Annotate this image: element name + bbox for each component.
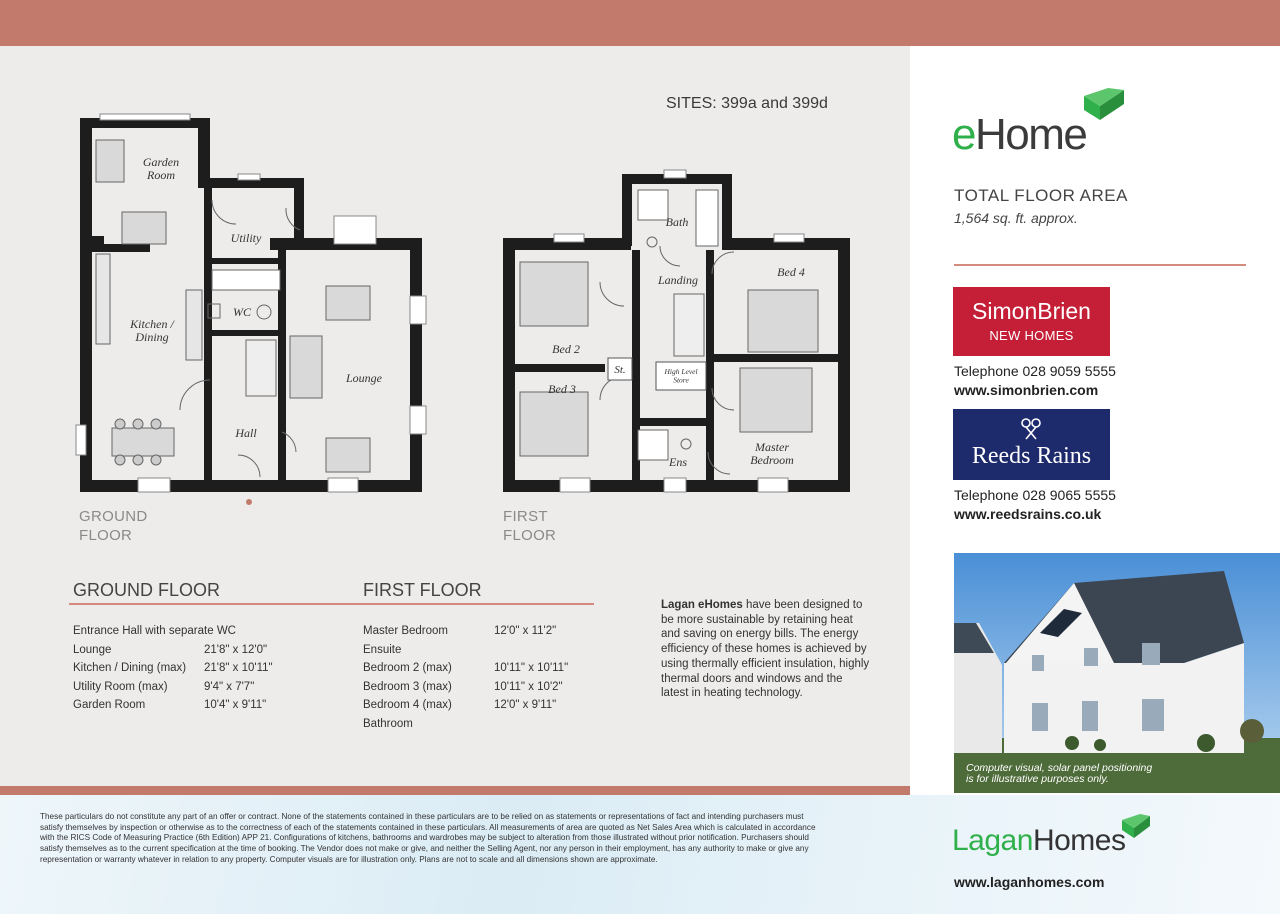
first-floor-row-dim: 10'11" x 10'11": [494, 662, 569, 674]
first-floor-row-name: Bathroom: [363, 717, 413, 730]
ground-floor-label-line2: FLOOR: [79, 527, 133, 544]
room-label-st: St.: [614, 364, 626, 376]
ground-floor-row-name: Garden Room: [73, 699, 146, 711]
room-label-bed2: Bed 2: [552, 342, 580, 356]
lagan-roof-icon: [1122, 814, 1152, 838]
floor-plans-drawing: [0, 0, 910, 520]
ehome-logo: [952, 110, 1086, 160]
legal-disclaimer: These particulars do not constitute any part of an offer or contract. None of the statements contained in these particulars are to be relied on as statements or representations of fact and intending purchasers must satisfy themselves by inspection or otherwise as to the correctness of each of the statements contained in these particulars. All measurements of area are quoted as Net Sales Area which is calculated in accordance with the RICS Code of Measuring Practice (6th Edition) APP 21. Configurations of kitchens, bathrooms and wardrobes may be subject to alteration from those illustrated without prior notification. Purchasers should satisfy themselves as to the current specification at the time of booking. The Vendor does not make or give, and neither the Selling Agent, nor any person in their employment, has any authority to make or give any representation or warranty whatever in relation to any property. Computer visuals are for illustration only. Plans are not to scale and all dimensions shown are approximate.: [40, 812, 816, 864]
ground-floor-row-name: Lounge: [73, 643, 112, 656]
total-floor-area-value: 1,564 sq. ft. approx.: [954, 210, 1078, 226]
caption-line1: Computer visual, solar panel positioning: [966, 762, 1153, 774]
first-floor-row-dim: 12'0" x 9'11": [494, 699, 557, 711]
ground-floor-label: [79, 507, 147, 545]
ground-floor-row-name: Kitchen / Dining (max): [73, 662, 187, 674]
ground-floor-row-dim: 21'8" x 10'11": [204, 662, 273, 674]
blurb-brand: Lagan eHomes: [661, 599, 743, 611]
sites-label: SITES: 399a and 399d: [666, 95, 828, 112]
simon-brien-logo: [953, 287, 1110, 356]
first-floor-label-line2: FLOOR: [503, 527, 557, 544]
first-floor-row-name: Bedroom 2 (max): [363, 662, 452, 674]
first-floor-row-name: Ensuite: [363, 643, 402, 656]
reeds-rains-telephone: Telephone 028 9065 5555: [954, 487, 1116, 503]
simon-brien-logo-line1: SimonBrien: [972, 298, 1091, 324]
first-floor-row-name: Bedroom 3 (max): [363, 680, 452, 693]
first-floor-label-line1: FIRST: [503, 508, 548, 525]
lagan-logo-green: Lagan: [952, 824, 1033, 857]
ground-floor-row-name: Utility Room (max): [73, 680, 168, 693]
reeds-rains-url[interactable]: www.reedsrains.co.uk: [954, 506, 1102, 522]
room-label-bed3: Bed 3: [548, 382, 576, 396]
room-label-utility: Utility: [230, 231, 262, 245]
sustainability-blurb: [661, 598, 871, 701]
room-label-hall: Hall: [235, 426, 257, 440]
room-label-bath: Bath: [665, 215, 689, 229]
reeds-rains-logo: [953, 409, 1110, 480]
simon-brien-contact: [954, 362, 1116, 400]
ground-floor-label-line1: GROUND: [79, 508, 148, 525]
simon-brien-telephone: Telephone 028 9059 5555: [954, 363, 1116, 379]
room-label-ens: Ens: [669, 455, 687, 469]
lagan-logo-rest: Homes: [1032, 824, 1126, 857]
ground-floor-row-dim: 21'8" x 12'0": [204, 643, 268, 656]
reeds-rains-contact: [954, 486, 1116, 524]
ground-floor-row-dim: 10'4" x 9'11": [204, 699, 267, 711]
house-visual: [954, 553, 1280, 793]
caption-line2: is for illustrative purposes only.: [966, 773, 1109, 785]
lagan-homes-logo: [952, 824, 1125, 858]
room-label-kitchen: Kitchen / Dining: [130, 317, 174, 344]
right-rule: [954, 264, 1246, 266]
first-floor-label: [503, 507, 556, 545]
room-label-wc: WC: [233, 305, 251, 319]
first-floor-row-dim: 12'0" x 11'2": [494, 625, 557, 637]
reeds-rains-logo-text: Reeds Rains: [971, 443, 1092, 469]
room-label-garden-room: Garden Room: [142, 155, 180, 182]
ground-floor-row-name: Entrance Hall with separate WC: [73, 625, 236, 637]
simon-brien-url[interactable]: www.simonbrien.com: [954, 382, 1099, 398]
first-floor-title: FIRST FLOOR: [363, 580, 482, 600]
first-floor-row-name: Master Bedroom: [363, 625, 449, 637]
room-label-master: Master Bedroom: [750, 440, 794, 467]
blurb-text: have been designed to be more sustainable by retaining heat and saving on energy bills. The energy efficiency of these homes is achieved by using thermally efficient insulation, highly thermal doors and windows and the latest in heating technology.: [661, 599, 870, 700]
ground-floor-row-dim: 9'4" x 7'7": [204, 680, 255, 693]
room-label-lounge: Lounge: [346, 371, 382, 385]
section-rule: [69, 603, 594, 605]
lagan-url[interactable]: www.laganhomes.com: [954, 874, 1105, 890]
first-floor-furniture: [520, 190, 818, 474]
ehome-logo-rest: Home: [974, 110, 1087, 159]
bottom-accent-bar: [0, 786, 910, 795]
total-floor-area-title: TOTAL FLOOR AREA: [954, 186, 1128, 205]
house-illustration: [954, 553, 1280, 793]
entrance-marker: [246, 499, 252, 505]
room-label-bed4: Bed 4: [777, 265, 805, 279]
ehome-logo-e: e: [952, 110, 975, 159]
first-floor-row-name: Bedroom 4 (max): [363, 699, 452, 711]
house-visual-caption: [966, 763, 1152, 785]
ground-floor-title: GROUND FLOOR: [73, 580, 221, 600]
ehome-roof-icon: [1084, 88, 1126, 120]
simon-brien-logo-line2: NEW HOMES: [989, 328, 1074, 343]
first-floor-row-dim: 10'11" x 10'2": [494, 680, 563, 693]
reeds-rains-keys-icon: [1017, 417, 1045, 441]
room-label-high-level-store: High Level Store: [664, 367, 698, 385]
room-label-landing: Landing: [657, 273, 699, 287]
